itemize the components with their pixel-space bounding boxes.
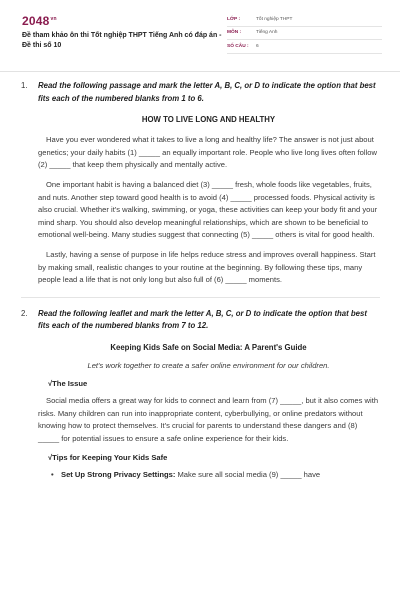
passage-title: HOW TO LIVE LONG AND HEALTHY (141, 115, 276, 125)
meta-count-key: SỐ CÂU : (227, 43, 249, 49)
meta-subject-value: Tiếng Anh (256, 30, 278, 36)
leaflet (0, 333, 400, 482)
passage-paragraph: Lastly, having a sense of purpose in life helps reduce stress and improves overall happiness. Start by making small, realistic changes to your routine at the beginning. By following these tips, many people lead a life that is not only long but also full of (6) _____ moments. (38, 249, 376, 285)
bullet-dot-icon: • (51, 470, 54, 480)
passage-paragraph: Have you ever wondered what it takes to live a long and healthy life? The answer is not just about genetics; your daily habits (1) _____ an equally important role. People who live long lives often follow (2) _____ that keep them physically and mentally active. (38, 135, 377, 170)
passage-paragraph: One important habit is having a balanced diet (3) _____ fresh, whole foods like vegetables, fruits, and nuts. Another step toward good health is to avoid (4) _____ processed foods. Physical activity is also crucial. Whether it's walking, swimming, or yoga, these activities can keep your body fit and your mind sharp. You should also develop meaningful relationships, which are shown to be beneficial to emotional well-being. Many studies suggest that connecting (5) _____ others is vital for good health. (38, 179, 378, 240)
passage-1 (0, 105, 400, 287)
meta-class (227, 13, 382, 27)
question-2 (0, 308, 400, 333)
question-1 (0, 80, 400, 105)
exam-content (0, 72, 400, 482)
tip-label: Set Up Strong Privacy Settings: (61, 470, 176, 480)
meta-subject (227, 27, 382, 41)
tip-item (38, 469, 379, 482)
question-instruction: Read the following leaflet and mark the letter A, B, C, or D to indicate the option that best fits each of the numbered blanks from 7 to 12. (38, 308, 367, 331)
meta-question-count (227, 40, 382, 54)
meta-class-value: Tốt nghiệp THPT (256, 16, 293, 22)
site-logo[interactable] (22, 14, 57, 28)
issue-heading: √The Issue (48, 378, 88, 388)
exam-meta (227, 13, 382, 54)
tip-body: Make sure all social media (9) _____ have (175, 470, 321, 480)
question-number: 2. (21, 308, 28, 318)
document-title: Đề tham khảo ôn thi Tốt nghiệp THPT Tiếng Anh có đáp án - Đề thi số 10 (22, 32, 222, 49)
leaflet-subtitle: Let's work together to create a safer online environment for our children. (87, 360, 330, 370)
logo-suffix: vn (50, 16, 57, 22)
logo-text: 2048 (22, 14, 50, 28)
issue-paragraph: Social media offers a great way for kids to connect and learn from (7) _____, but it also comes with risks. Many children can run into inappropriate content, cyberbullying, or online predators without knowing how to protect themselves. It's crucial for parents to understand these dangers and (8) _____ for potential issues to ensure a safe online experience for their kids. (38, 395, 379, 443)
leaflet-title: Keeping Kids Safe on Social Media: A Parent's Guide (110, 342, 307, 352)
tips-heading: √Tips for Keeping Your Kids Safe (48, 453, 168, 463)
meta-count-value: 6 (256, 43, 259, 49)
tip-text (61, 469, 320, 482)
question-instruction: Read the following passage and mark the letter A, B, C, or D to indicate the option that best fits each of the numbered blanks from 1 to 6. (38, 81, 376, 103)
meta-subject-key: MÔN : (227, 30, 242, 36)
page-header (0, 0, 400, 72)
meta-class-key: LỚP : (227, 16, 241, 22)
question-number: 1. (21, 81, 28, 90)
